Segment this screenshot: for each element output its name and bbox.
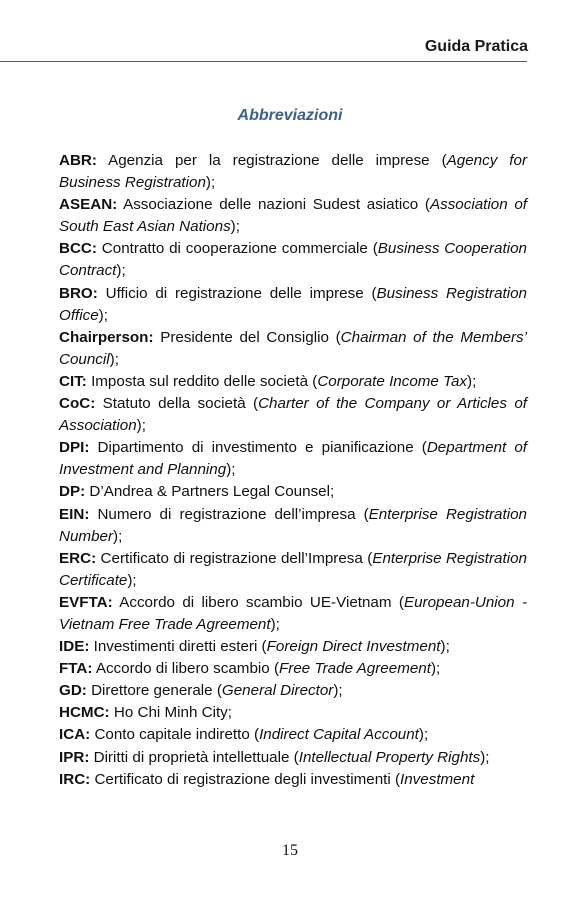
entry-italian-text: Dipartimento di investimento e pianificazione (: [89, 439, 427, 457]
entry-punctuation: );: [113, 527, 123, 545]
entry-english-term: Chairman of the Members’ Council: [59, 328, 527, 368]
entry-english-term: Foreign Direct Investment: [266, 638, 441, 656]
entry-english-term: Business Cooperation Contract: [59, 240, 527, 280]
entry-punctuation: );: [333, 682, 343, 700]
entry-punctuation: );: [127, 571, 137, 589]
entry-punctuation: );: [440, 638, 450, 656]
entry-english-term: European-Union - Vietnam Free Trade Agreement: [59, 593, 527, 633]
entry-italian-text: Accordo di libero scambio (: [92, 660, 280, 678]
entry-italian-text: Direttore generale (: [86, 682, 222, 700]
entry-english-term: Charter of the Company or Articles of Association: [59, 395, 527, 435]
entry-abbreviation: GD:: [59, 682, 87, 700]
entry-abbreviation: DP:: [59, 483, 86, 501]
entry-punctuation: );: [205, 174, 216, 192]
section-title: Abbreviazioni: [237, 107, 343, 124]
entry-english-term: Free Trade Agreement: [279, 660, 431, 678]
abbreviation-entry: [59, 371, 527, 393]
abbreviation-entry: [59, 592, 527, 636]
abbreviation-entry: [59, 481, 527, 503]
entry-abbreviation: CIT:: [59, 372, 87, 390]
abbreviation-entry: [59, 283, 527, 327]
abbreviation-entry: [59, 724, 527, 746]
entry-punctuation: );: [109, 350, 119, 368]
abbreviation-entry: [59, 194, 527, 238]
entry-english-term: Department of Investment and Planning: [59, 439, 527, 479]
entry-abbreviation: CoC:: [59, 395, 96, 413]
entry-english-term: Corporate Income Tax: [317, 372, 468, 390]
abbreviation-entry: [59, 548, 527, 592]
entry-abbreviation: FTA:: [59, 660, 93, 678]
entry-english-term: Investment: [400, 770, 475, 788]
entry-italian-text: Investimenti diretti esteri (: [89, 638, 267, 656]
entry-italian-text: Diritti di proprietà intellettuale (: [89, 748, 299, 766]
abbreviation-entry: [59, 393, 527, 437]
abbreviation-entry: [59, 769, 527, 791]
abbreviation-entry: [59, 636, 527, 658]
entry-italian-text: Certificato di registrazione dell’Impresa (: [96, 549, 373, 567]
entry-abbreviation: BCC:: [59, 240, 97, 258]
entry-italian-text: Conto capitale indiretto (: [90, 726, 260, 744]
entry-abbreviation: EVFTA:: [59, 593, 113, 611]
page-number: 15: [282, 842, 298, 859]
entry-italian-text: Ho Chi Minh City;: [109, 704, 233, 722]
entry-english-term: Enterprise Registration Certificate: [59, 549, 527, 589]
entry-italian-text: Imposta sul reddito delle società (: [86, 372, 318, 390]
entry-italian-text: Agenzia per la registrazione delle imprese (: [96, 152, 447, 169]
running-header-title: Guida Pratica: [424, 38, 528, 55]
entry-english-term: General Director: [221, 682, 334, 700]
entry-italian-text: Certificato di registrazione degli investimenti (: [90, 770, 401, 788]
entry-punctuation: );: [230, 218, 240, 236]
entry-english-term: Association of South East Asian Nations: [59, 196, 527, 236]
abbreviation-entry: [59, 238, 527, 282]
entry-abbreviation: ERC:: [59, 549, 97, 567]
entry-italian-text: Associazione delle nazioni Sudest asiatico (: [117, 196, 430, 214]
abbreviation-entry: [59, 680, 527, 702]
entry-abbreviation: Chairperson:: [59, 328, 154, 346]
entry-punctuation: );: [136, 417, 146, 435]
entry-punctuation: );: [226, 461, 236, 479]
entry-abbreviation: ICA:: [59, 726, 91, 744]
abbreviation-entry: [59, 150, 527, 194]
entry-italian-text: Numero di registrazione dell’impresa (: [89, 505, 369, 523]
abbreviation-entry: [59, 658, 527, 680]
abbreviation-entry: [59, 702, 527, 724]
entry-abbreviation: BRO:: [59, 284, 98, 302]
entry-abbreviation: HCMC:: [59, 704, 110, 722]
entry-italian-text: Accordo di libero scambio UE-Vietnam (: [112, 593, 404, 611]
entry-abbreviation: IPR:: [59, 748, 90, 766]
entry-punctuation: );: [467, 372, 477, 390]
abbreviation-entry: [59, 327, 527, 371]
entry-english-term: Enterprise Registration Number: [59, 505, 527, 545]
page-header: [0, 0, 580, 64]
entry-italian-text: Statuto della società (: [95, 395, 259, 413]
entry-english-term: Intellectual Property Rights: [298, 748, 481, 766]
entry-italian-text: Contratto di cooperazione commerciale (: [96, 240, 378, 258]
entry-abbreviation: ABR:: [59, 152, 97, 169]
entry-italian-text: D’Andrea & Partners Legal Counsel;: [85, 483, 335, 501]
entry-abbreviation: IRC:: [59, 770, 91, 788]
abbreviation-entry: [59, 504, 527, 548]
entry-punctuation: );: [270, 615, 280, 633]
entry-punctuation: );: [430, 660, 441, 678]
entry-punctuation: );: [480, 748, 490, 766]
entry-italian-text: Presidente del Consiglio (: [153, 328, 341, 346]
entry-punctuation: );: [116, 262, 126, 280]
abbreviation-list: [59, 150, 527, 791]
entry-english-term: Indirect Capital Account: [259, 726, 419, 744]
entry-punctuation: );: [418, 726, 429, 744]
abbreviation-entry: [59, 437, 527, 481]
entry-english-term: Business Registration Office: [59, 284, 528, 324]
entry-abbreviation: EIN:: [59, 505, 90, 523]
entry-abbreviation: ASEAN:: [59, 196, 118, 214]
entry-punctuation: );: [98, 306, 108, 324]
entry-english-term: Agency for Business Registration: [59, 152, 528, 192]
entry-abbreviation: DPI:: [59, 439, 90, 457]
abbreviation-entry: [59, 747, 527, 769]
entry-italian-text: Ufficio di registrazione delle imprese (: [97, 284, 377, 302]
header-divider: [0, 61, 527, 62]
entry-abbreviation: IDE:: [59, 638, 90, 656]
